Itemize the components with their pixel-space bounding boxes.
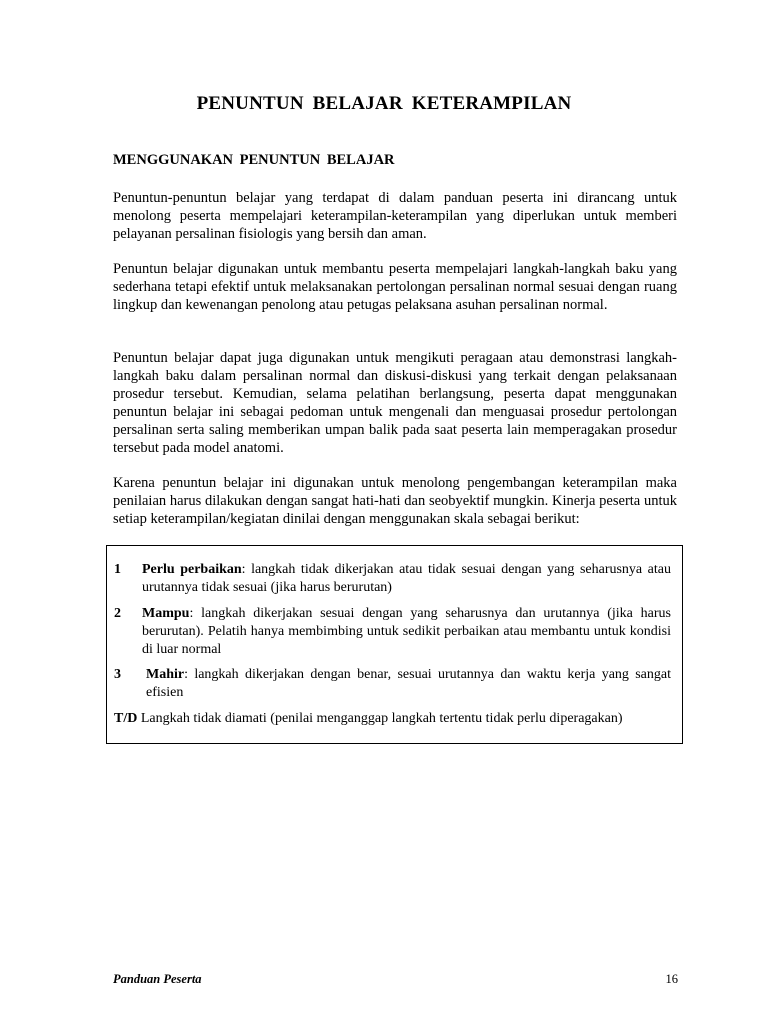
footer-document-name: Panduan Peserta bbox=[113, 972, 202, 986]
scale-term: Mahir bbox=[146, 667, 185, 682]
paragraph-1: Penuntun-penuntun belajar yang terdapat di dalam panduan peserta ini dirancang untuk menolong peserta mempelajari keterampilan-keterampilan yang diperlukan untuk memberi pelayanan persalinan fisiologis yang bersih dan aman. bbox=[113, 190, 677, 242]
scale-term: Perlu perbaikan bbox=[142, 562, 242, 577]
scale-description: : langkah dikerjakan sesuai dengan yang seharusnya dan urutannya (jika harus berurutan). Pelatih hanya membimbing untuk sedikit perbaikan atau membantu untuk kondisi di luar normal bbox=[142, 606, 671, 657]
scale-number: 2 bbox=[114, 606, 121, 621]
page-number: 16 bbox=[665, 972, 678, 986]
scale-number: 1 bbox=[114, 562, 121, 577]
scale-number: 3 bbox=[114, 667, 121, 682]
paragraph-4: Karena penuntun belajar ini digunakan untuk menolong pengembangan keterampilan maka penilaian harus dilakukan dengan sangat hati-hati dan seobyektif mungkin. Kinerja peserta untuk setiap keterampilan/kegiatan dinilai dengan menggunakan skala sebagai berikut: bbox=[113, 475, 677, 527]
paragraph-2: Penuntun belajar digunakan untuk membantu peserta mempelajari langkah-langkah baku yang sederhana tetapi efektif untuk melaksanakan pertolongan persalinan normal sesuai dengan ruang lingkup dan kewenangan penolong atau petugas pelaksana asuhan persalinan normal. bbox=[113, 261, 677, 313]
scale-item-td bbox=[114, 710, 671, 728]
scale-description: Langkah tidak diamati (penilai menganggap langkah tertentu tidak perlu diperagakan) bbox=[137, 711, 623, 726]
scale-description: : langkah dikerjakan dengan benar, sesuai urutannya dan waktu kerja yang sangat efisien bbox=[146, 667, 671, 700]
scale-item-perlu-perbaikan bbox=[114, 561, 671, 597]
scale-item-mahir bbox=[114, 666, 671, 702]
scale-term: T/D bbox=[114, 711, 138, 726]
scale-description: : langkah tidak dikerjakan atau tidak sesuai dengan yang seharusnya atau urutannya tidak sesuai (jika harus berurutan) bbox=[142, 562, 671, 595]
scale-term: Mampu bbox=[142, 606, 190, 621]
page-title: PENUNTUN BELAJAR KETERAMPILAN bbox=[196, 93, 572, 114]
rating-scale-box bbox=[106, 545, 683, 744]
section-heading: MENGGUNAKAN PENUNTUN BELAJAR bbox=[113, 152, 395, 168]
scale-item-mampu bbox=[114, 605, 671, 659]
paragraph-3: Penuntun belajar dapat juga digunakan untuk mengikuti peragaan atau demonstrasi langkah-langkah baku dalam persalinan normal dan diskusi-diskusi yang terkait dengan pelaksanaan prosedur tersebut. Kemudian, selama pelatihan berlangsung, peserta dapat menggunakan penuntun belajar ini sebagai pedoman untuk mengenali dan menguasai prosedur pertolongan persalinan serta saling memberikan umpan balik pada saat peserta lain memperagakan prosedur tersebut pada model anatomi. bbox=[113, 350, 677, 456]
